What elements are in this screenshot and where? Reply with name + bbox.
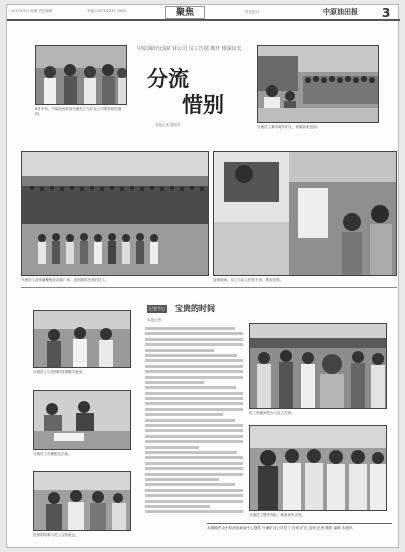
article-tag: 记者手记	[149, 306, 165, 311]
photo-lineup-image	[250, 426, 387, 511]
article-body	[145, 327, 243, 519]
photo-paperwork-image	[34, 391, 131, 450]
page-footer-note: 本版稿件由中原油田新闻中心提供 分流矿业公司员工 告别 矿区 送别 记者 摄影 编辑 本报讯	[207, 523, 392, 545]
feature-subhead: 中原油田分流矿业公司 员工告别 离开 情深谊长	[137, 46, 242, 52]
feature-headline-1: 分流	[147, 66, 189, 91]
masthead-editor: 责任校对	[245, 10, 259, 14]
masthead-contact: 采编 (0373)2037-7880	[87, 9, 126, 13]
photo-platform-crowd	[249, 323, 387, 409]
photo-bus-crowd	[257, 45, 379, 123]
photo-lineup	[249, 425, 387, 511]
feature-byline: 本报记者 通讯员	[155, 123, 181, 127]
caption-bot-left-3: 送别的同事与员工合影留念。	[33, 533, 79, 537]
caption-top-left: 6月中旬，中原油田首批分流员工与矿业公司领导依依惜别。	[35, 107, 122, 116]
newspaper-page	[6, 4, 399, 548]
caption-top-right: 分流员工乘车离开矿区，家属前来送别。	[257, 125, 320, 129]
photo-paperwork	[33, 390, 131, 450]
photo-handshake-2-image	[34, 311, 131, 368]
section-divider	[21, 287, 397, 288]
photo-handshake-2	[33, 310, 131, 368]
photo-group-image	[34, 472, 131, 531]
photo-handshake	[35, 45, 127, 105]
article-title: 宝贵的时间	[175, 303, 215, 313]
masthead-date: 2013年6月 星期 责任编辑	[11, 9, 53, 13]
photo-bus-crowd-image	[258, 46, 379, 123]
photo-square-crowd-image	[22, 152, 209, 276]
photo-bus-farewell	[213, 151, 397, 276]
photo-bus-farewell-image	[214, 152, 397, 276]
section-title: 聚焦	[165, 6, 205, 19]
photo-handshake-image	[36, 46, 127, 105]
caption-mid-left: 分流员工及家属聚集在站前广场，送别即将出发的员工。	[21, 278, 109, 282]
photo-group	[33, 471, 131, 531]
page-number: 3	[382, 6, 391, 20]
caption-bot-left-2: 分流员工办理相关手续。	[33, 452, 72, 456]
caption-bot-right-2: 分流员工整齐列队，准备登车出发。	[249, 513, 305, 517]
caption-bot-right-1: 员工家属到站台与亲人告别。	[249, 411, 295, 415]
photo-platform-crowd-image	[250, 324, 387, 409]
masthead	[7, 5, 400, 21]
photo-square-crowd	[21, 151, 209, 276]
caption-mid-right: 送别现场，员工与亲人依依不舍，挥泪告别。	[213, 278, 283, 282]
paper-name: 中原油田报	[323, 7, 358, 16]
feature-headline-2: 惜别	[182, 92, 224, 117]
caption-bot-left-1: 分流员工与送别的同事握手道别。	[33, 370, 86, 374]
article-byline: 本报记者	[147, 318, 161, 322]
